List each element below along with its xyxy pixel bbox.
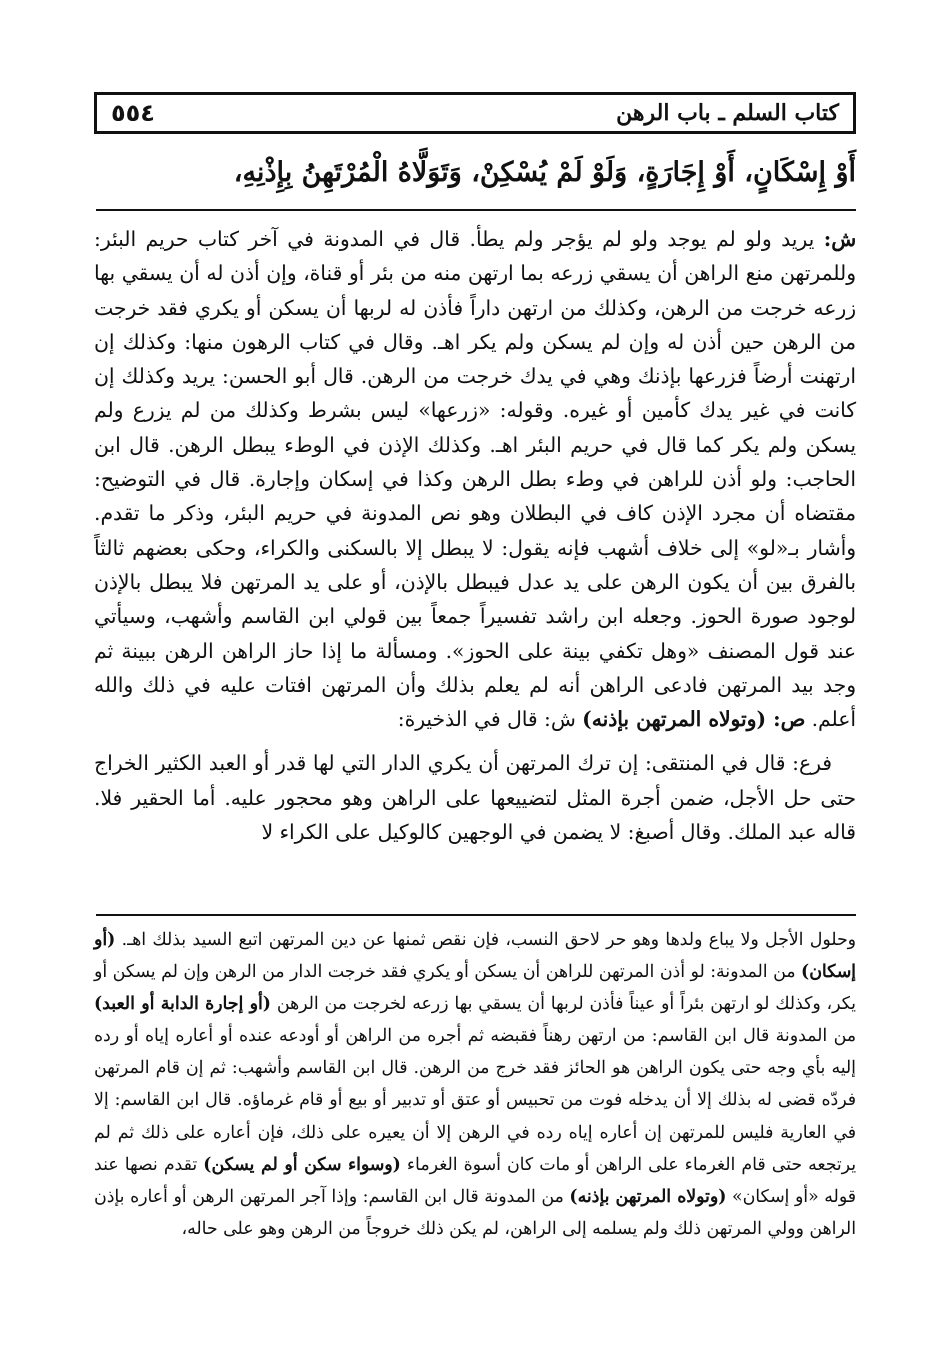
footnote-heading: (وسواء سكن أو لم يسكن) xyxy=(203,1154,401,1175)
footnotes xyxy=(94,924,856,1245)
footnote-block xyxy=(94,924,856,1245)
sad-quote: ص: (وتولاه المرتهن بإذنه) xyxy=(582,707,806,732)
sharh-marker: ش: xyxy=(823,227,856,251)
far-paragraph: فرع: قال في المنتقى: إن ترك المرتهن أن يكري الدار التي لها قدر أو العبد الكثير الخراج حتى حل الأجل، ضمن أجرة المثل لتضييعها على الراهن وهو محجور عليه. أما الحقير فلا. قاله عبد الملك. وقال أصبغ: لا يضمن في الوجهين كالوكيل على الكراء لا xyxy=(94,751,856,845)
matn-divider xyxy=(96,209,856,211)
footnote-text: من المدونة قال ابن القاسم: وإذا آجر المرتهن الرهن أو أعاره بإذن الراهن وولي المرتهن ذلك ولم يسلمه إلى الراهن، لم يكن ذلك خروجاً من الرهن وهو على حاله، xyxy=(94,1186,856,1239)
footnote-text: من المدونة: لو أذن المرتهن للراهن أن يسكن أو يكري فقد خرجت الدار من الرهن وإن لم يسكن أو يكر، وكذلك لو ارتهن بئراً أو عيناً فأذن لربها أن يسقي بها زرعه لخرجت من الرهن xyxy=(94,962,856,1015)
footnote-text: تقدم نصها عند قوله «أو إسكان» xyxy=(94,1154,857,1207)
footnote-heading: (أو إسكان) xyxy=(94,930,856,983)
matn-text: أَوْ إِسْكَانٍ، أَوْ إِجَارَةٍ، وَلَوْ لَمْ يُسْكِنْ، وَتَوَلَّاهُ الْمُرْتَهِنُ بِإِذْنِهِ، xyxy=(233,157,856,188)
page-number: ٥٥٤ xyxy=(111,99,155,127)
footnote-text: وحلول الأجل ولا يباع ولدها وهو حر لاحق النسب، فإن نقص ثمنها عن دين المرتهن اتبع السيد بذلك اهـ. xyxy=(121,930,856,950)
footnote-heading: (وتولاه المرتهن بإذنه) xyxy=(569,1186,727,1207)
commentary-paragraph xyxy=(94,222,856,736)
commentary-body xyxy=(94,222,856,849)
running-title: كتاب السلم ـ باب الرهن xyxy=(616,100,839,126)
footnote-text: من المدونة قال ابن القاسم: من ارتهن رهناً فقبضه ثم أجره من الراهن أو أودعه عنده أو أعاره إياه أو رده إليه بأي وجه حتى يكون الراهن هو الحائز فقد خرج من الرهن. قال ابن القاسم وأشهب: ثم إن قام المرتهن فردّه قضى له بذلك إلا أن يدخله فوت من تحبيس أو عتق أو تدبير أو بيع أو قام غرماؤه. قال ابن القاسم: إلا في العارية فليس للمرتهن إن أعاره إياه رده في الرهن إلا أن يعيره على ذلك، فإن أعاره على ذلك ثم لم يرتجعه حتى قام الغرماء على الراهن أو مات كان أسوة الغرماء xyxy=(94,1026,857,1175)
page-header xyxy=(94,92,856,134)
commentary-text-tail: ش: قال في الذخيرة: xyxy=(397,707,576,732)
commentary-text: يريد ولو لم يوجد ولو لم يؤجر ولم يطأ. قال في المدونة في آخر كتاب حريم البئر: وللمرتهن منع الراهن أن يسقي زرعه بما ارتهن منه من بئر أو قناة، وإن أذن له أن يسقي بها زرعه خرجت من الرهن، وكذلك من ارتهن داراً فأذن له لربها أن يسكن أو يكري فقد خرجت من الرهن حين أذن له وإن لم يسكن ولم يكر اهـ. وقال في كتاب الرهون منها: وكذلك إن ارتهنت أرضاً فزرعها بإذنك وهي في يدك خرجت من الرهن. قال أبو الحسن: يريد وكذلك إن كانت في غير يدك كأمين أو غيره. وقوله: «زرعها» ليس بشرط وكذلك من لم يزرع ولم يسكن ولم يكر كما قال في حريم البئر اهـ. وكذلك الإذن في الوطء يبطل الرهن. قال ابن الحاجب: ولو أذن للراهن في وطء بطل الرهن وكذا في إسكان وإجارة. قال في التوضيح: مقتضاه أن مجرد الإذن كاف في البطلان وهو نص المدونة في حريم البئر، وذكر ما تقدم. وأشار بـ«لو» إلى خلاف أشهب فإنه يقول: لا يبطل إلا بالسكنى والكراء، وحكى بعضهم ثالثاً بالفرق بين أن يكون الرهن على يد عدل فيبطل بالإذن، أو على يد المرتهن فلا يبطل بالإذن لوجود صورة الحوز. وجعله ابن راشد تفسيراً جمعاً بين قولي ابن القاسم وأشهب، وسيأتي عند قول المصنف «وهل تكفي بينة على الحوز». ومسألة ما إذا حاز الراهن الرهن ببينة ثم وجد بيد المرتهن فادعى الراهن أنه لم يعلم بذلك وأن المرتهن افتات عليه في ذلك والله أعلم. xyxy=(94,227,856,732)
footnote-divider xyxy=(96,914,856,916)
footnote-heading: (أو إجارة الدابة أو العبد) xyxy=(94,994,271,1015)
